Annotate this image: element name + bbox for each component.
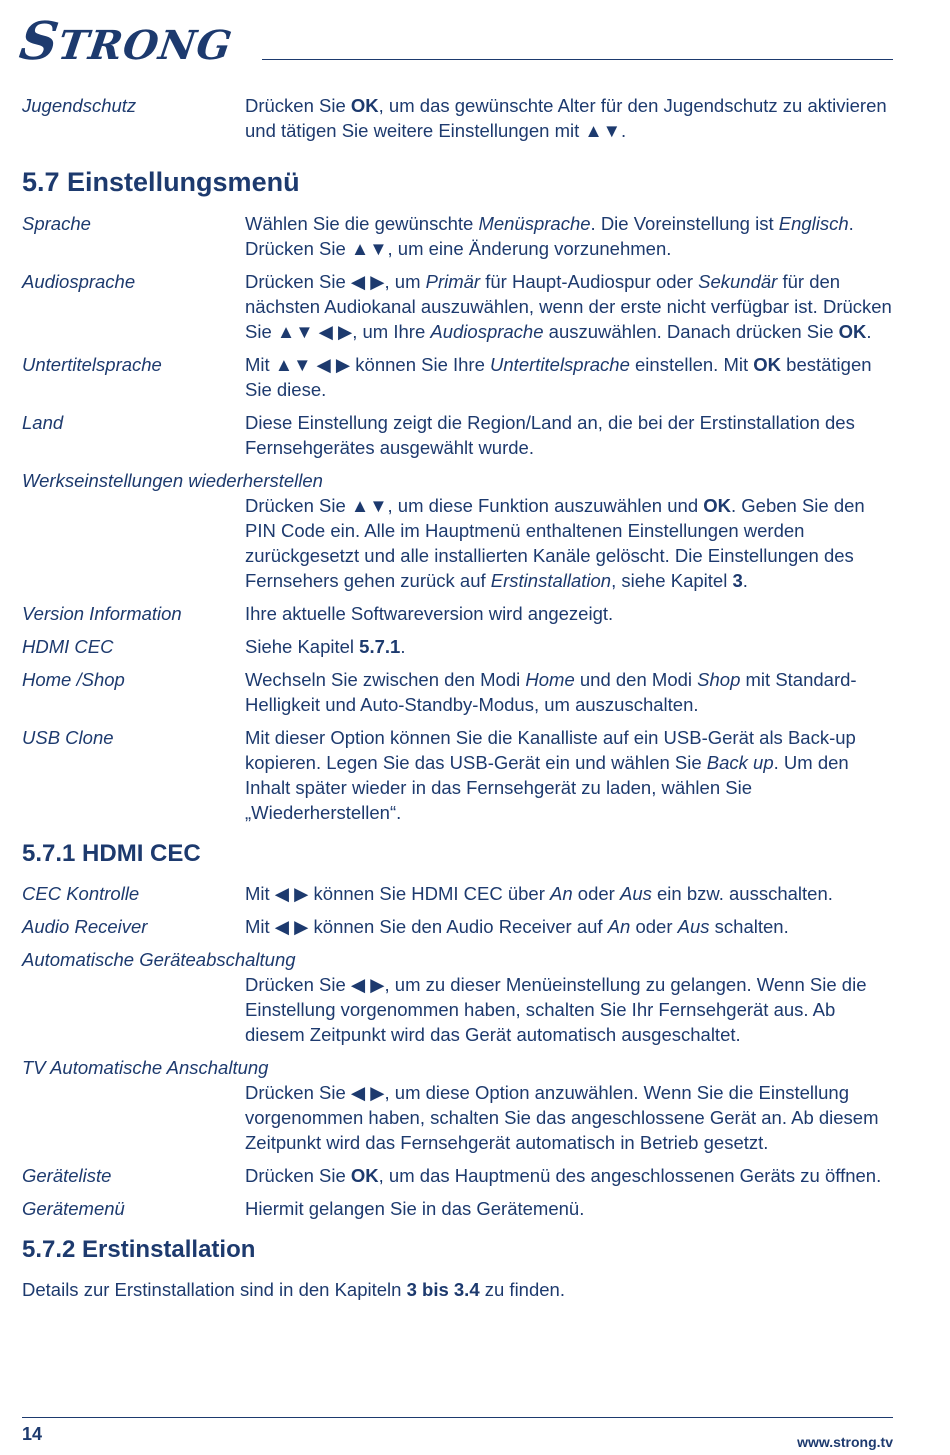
- usb-clone-label: USB Clone: [22, 727, 114, 748]
- home-shop-label: Home /Shop: [22, 669, 125, 690]
- untertitelsprache-label: Untertitelsprache: [22, 354, 162, 375]
- geraetemenu-row: [22, 1196, 894, 1221]
- strong-logo: STRONG: [16, 11, 236, 72]
- home-shop-row: [22, 667, 894, 717]
- usb-clone-row: [22, 725, 894, 825]
- land-label: Land: [22, 412, 64, 433]
- jugendschutz-description: Drücken Sie OK, um das gewünschte Alter für den Jugendschutz zu aktivieren und tätigen Sie weitere Einstellungen mit ▲▼.: [245, 95, 887, 141]
- hdmi-cec-label: HDMI CEC: [22, 636, 114, 657]
- erstinstallation-paragraph: Details zur Erstinstallation sind in den Kapiteln 3 bis 3.4 zu finden.: [22, 1279, 565, 1300]
- auto-abschaltung-description: Drücken Sie ◀ ▶, um zu dieser Menüeinstellung zu gelangen. Wenn Sie die Einstellung vorgenommen haben, schalten Sie Ihr Fernsehgerät aus. Ab diesem Zeitpunkt wird das Gerät automatisch ausgeschaltet.: [245, 974, 867, 1045]
- version-description: Ihre aktuelle Softwareversion wird angezeigt.: [245, 603, 614, 624]
- auto-abschaltung-label: Automatische Geräteabschaltung: [22, 949, 296, 970]
- jugendschutz-label: Jugendschutz: [22, 95, 137, 116]
- usb-clone-description: Mit dieser Option können Sie die Kanalliste auf ein USB-Gerät als Back-up kopieren. Legen Sie das USB-Gerät ein und wählen Sie Back up. Um den Inhalt später wieder in das Fernsehgerät zu laden, wählen Sie „Wiederherstellen“.: [245, 727, 856, 823]
- tv-anschaltung-description: Drücken Sie ◀ ▶, um diese Option anzuwählen. Wenn Sie die Einstellung vorgenommen haben, schalten Sie das angeschlossene Gerät an. Ab diesem Zeitpunkt wird das Fernsehgerät automatisch in Betrieb gesetzt.: [245, 1082, 879, 1153]
- sprache-label: Sprache: [22, 213, 91, 234]
- version-label: Version Information: [22, 603, 182, 624]
- geraeteliste-description: Drücken Sie OK, um das Hauptmenü des angeschlossenen Geräts zu öffnen.: [245, 1165, 882, 1186]
- audiosprache-description: Drücken Sie ◀ ▶, um Primär für Haupt-Audiospur oder Sekundär für den nächsten Audiokanal auszuwählen, wenn der erste nicht verfügbar ist. Drücken Sie ▲▼ ◀ ▶, um Ihre Audiosprache auszuwählen. Danach drücken Sie OK.: [245, 271, 892, 342]
- section-title-5-7: 5.7 Einstellungsmenü: [22, 167, 300, 197]
- cec-kontrolle-label: CEC Kontrolle: [22, 883, 140, 904]
- geraetemenu-description: Hiermit gelangen Sie in das Gerätemenü.: [245, 1198, 585, 1219]
- audio-receiver-label: Audio Receiver: [22, 916, 148, 937]
- audiosprache-label: Audiosprache: [22, 271, 136, 292]
- geraetemenu-label: Gerätemenü: [22, 1198, 125, 1219]
- hdmi-cec-description: Siehe Kapitel 5.7.1.: [245, 636, 406, 657]
- header-divider: [262, 59, 893, 60]
- sprache-row: [22, 211, 894, 261]
- auto-abschaltung-row: [22, 947, 894, 1047]
- footer-url: www.strong.tv: [797, 1434, 893, 1450]
- werkseinstellungen-label: Werkseinstellungen wiederherstellen: [22, 470, 323, 491]
- jugendschutz-row: [22, 93, 894, 143]
- cec-kontrolle-row: [22, 881, 894, 906]
- audio-receiver-description: Mit ◀ ▶ können Sie den Audio Receiver auf An oder Aus schalten.: [245, 916, 789, 937]
- home-shop-description: Wechseln Sie zwischen den Modi Home und den Modi Shop mit Standard-Helligkeit und Auto-Standby-Modus, um auszuschalten.: [245, 669, 857, 715]
- geraeteliste-label: Geräteliste: [22, 1165, 112, 1186]
- untertitelsprache-row: [22, 352, 894, 402]
- land-row: [22, 410, 894, 460]
- footer-divider: [22, 1417, 893, 1418]
- land-description: Diese Einstellung zeigt die Region/Land an, die bei der Erstinstallation des Fernsehgerätes ausgewählt wurde.: [245, 412, 855, 458]
- werkseinstellungen-description: Drücken Sie ▲▼, um diese Funktion auszuwählen und OK. Geben Sie den PIN Code ein. Alle im Hauptmenü enthaltenen Einstellungen werden zurückgesetzt und alle installierten Kanäle gelöscht. Die Einstellungen des Fernsehers gehen zurück auf Erstinstallation, siehe Kapitel 3.: [245, 495, 865, 591]
- page-number: 14: [22, 1424, 43, 1444]
- tv-anschaltung-row: [22, 1055, 894, 1155]
- section-title-5-7-1: 5.7.1 HDMI CEC: [22, 840, 201, 867]
- audio-receiver-row: [22, 914, 894, 939]
- version-row: [22, 601, 894, 626]
- geraeteliste-row: [22, 1163, 894, 1188]
- audiosprache-row: [22, 269, 894, 344]
- hdmi-cec-row: [22, 634, 894, 659]
- tv-anschaltung-label: TV Automatische Anschaltung: [22, 1057, 269, 1078]
- sprache-description: Wählen Sie die gewünschte Menüsprache. Die Voreinstellung ist Englisch. Drücken Sie ▲▼, um eine Änderung vorzunehmen.: [245, 213, 854, 259]
- section-title-5-7-2: 5.7.2 Erstinstallation: [22, 1236, 256, 1263]
- untertitelsprache-description: Mit ▲▼ ◀ ▶ können Sie Ihre Untertitelsprache einstellen. Mit OK bestätigen Sie diese.: [245, 354, 872, 400]
- page-content: [22, 93, 894, 1302]
- werkseinstellungen-row: [22, 468, 894, 593]
- cec-kontrolle-description: Mit ◀ ▶ können Sie HDMI CEC über An oder Aus ein bzw. ausschalten.: [245, 883, 833, 904]
